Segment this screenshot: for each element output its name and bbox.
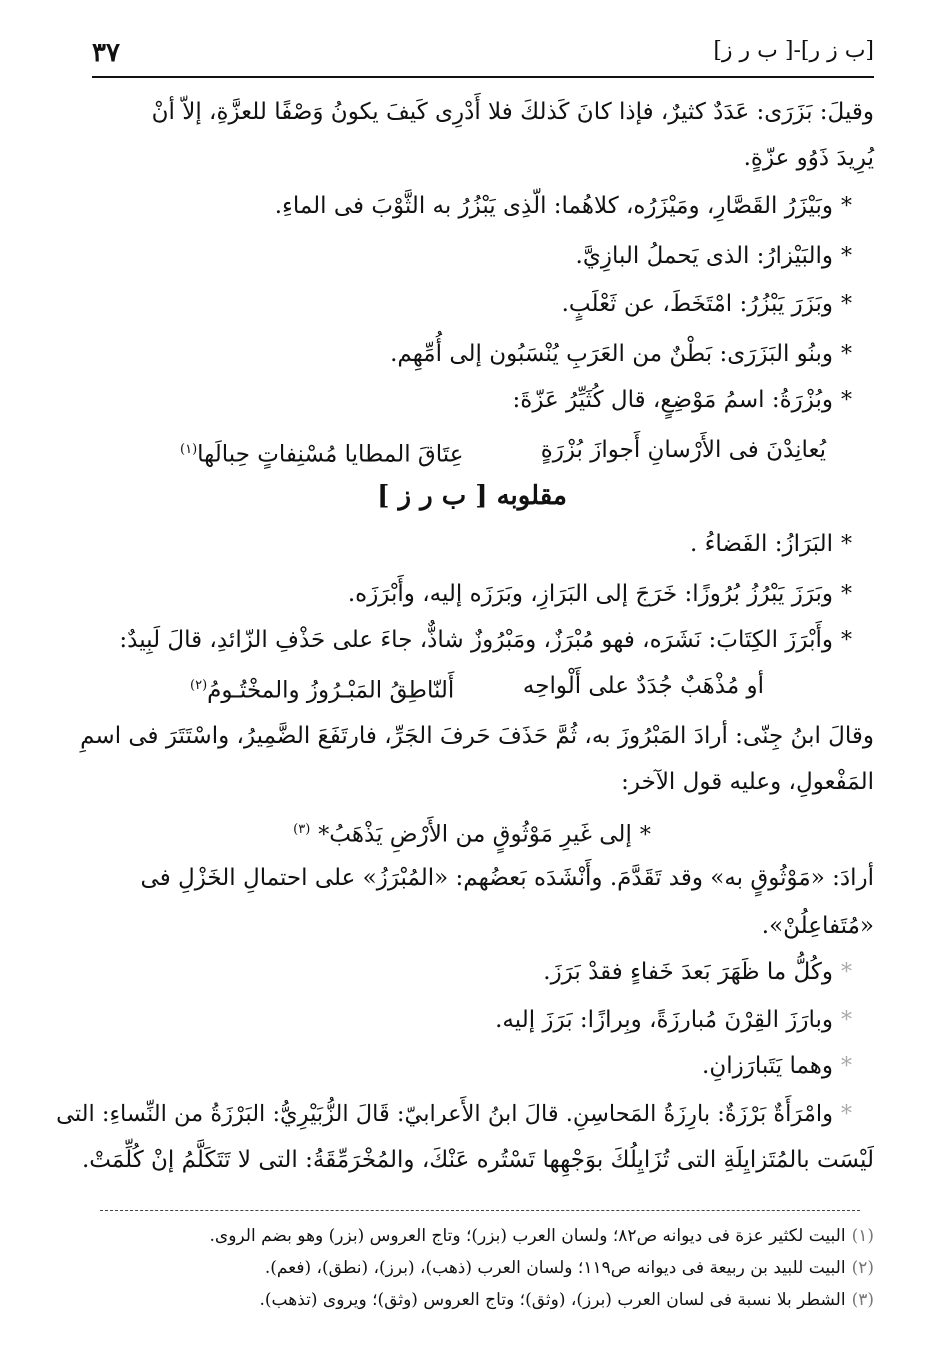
asterisk-marker: * xyxy=(841,388,852,413)
entry-text: وهما يَتَبارَزانِ. xyxy=(702,1053,833,1079)
entry-text: وبَرَزَ يَبْرُزُ بُرُوزًا: خَرَجَ إلى البَرَازِ، وبَرَزَه إليه، وأَبْرَزَه. xyxy=(347,581,833,607)
asterisk-marker: * xyxy=(318,822,330,848)
entry-line xyxy=(119,620,852,661)
asterisk-marker: * xyxy=(841,1054,852,1079)
asterisk-marker: * xyxy=(841,1008,852,1033)
entry-text: وبارَزَ القِرْنَ مُبارزَةً، وبِرازًا: بَرَزَ إليه. xyxy=(495,1007,833,1033)
asterisk-marker: * xyxy=(841,194,852,219)
asterisk-marker: * xyxy=(841,960,852,985)
entry-line xyxy=(390,334,852,375)
verse-second-hemistich xyxy=(190,666,454,711)
entry-text: وبَيْزَرُ القَصَّارِ، ومَيْزَرُه، كلاهُما: الّذِى يَبْزُرُ به الثَّوْبَ فى الماءِ. xyxy=(274,193,833,219)
text-line: وقالَ ابنُ جِنّى: أرادَ المَبْرُوزَ به، ثُمَّ حَذَفَ حَرفَ الجَرِّ، فارتَفَعَ الضَّمِيرُ، واسْتَتَرَ فى اسمِ xyxy=(80,723,874,749)
asterisk-marker: * xyxy=(841,1102,852,1127)
asterisk-marker: * xyxy=(841,292,852,317)
page-number: ٣٧ xyxy=(92,38,120,68)
text-line: أرادَ: «مَوْثُوقٍ به» وقد تَقَدَّمَ. وأَنْشَدَه بَعضُهم: «المُبْرَزُ» على احتمالِ الخَزْلِ فى xyxy=(140,865,874,891)
footnote-text: البيت للبيد بن ربيعة فى ديوانه ص١١٩؛ ولسان العرب (ذهب)، (برز)، (نطق)، (فعم). xyxy=(264,1258,846,1278)
verse-first-hemistich: أو مُذْهَبٌ جُدَدٌ على أَلْواحِه xyxy=(522,673,764,699)
footnote xyxy=(260,1286,874,1314)
asterisk-marker: * xyxy=(639,822,651,848)
text-line: يُرِيدَ ذَوُو عزّةٍ. xyxy=(743,145,874,171)
entry-line xyxy=(543,952,852,993)
root-range-header: [ب ز ر]-[ ب ر ز] xyxy=(713,38,874,63)
entry-line xyxy=(576,236,852,277)
text-line: «مُتَفاعِلُنْ». xyxy=(761,913,874,939)
entry-line xyxy=(690,524,852,565)
footnote-text: البيت لكثير عزة فى ديوانه ص٨٢؛ ولسان العرب (بزر)؛ وتاج العروس (بزر) وهو بضم الروى. xyxy=(209,1226,846,1246)
entry-text: وبَزَرَ يَبْزُرُ: امْتَخَطَ، عن ثَعْلَبٍ. xyxy=(561,291,833,317)
entry-text: وكُلُّ ما ظَهَرَ بَعدَ خَفاءٍ فقدْ بَرَزَ. xyxy=(543,959,833,985)
section-title: مقلوبه [ ب ر ز ] xyxy=(377,481,567,511)
entry-text: وأَبْرَزَ الكِتَابَ: نَشَرَه، فهو مُبْرَزٌ، ومَبْرُوزٌ شاذٌّ، جاءَ على حَذْفِ الزّائدِ، قالَ لَبِيدٌ: xyxy=(119,627,833,653)
header-rule xyxy=(92,76,874,78)
footnote-ref: (١) xyxy=(180,442,198,457)
entry-line xyxy=(702,1046,852,1087)
asterisk-marker: * xyxy=(841,342,852,367)
entry-line xyxy=(275,186,852,227)
entry-line xyxy=(56,1094,852,1135)
footnote-text: الشطر بلا نسبة فى لسان العرب (برز)، (وثق)؛ وتاج العروس (وثق)؛ ويروى (تذهب). xyxy=(259,1290,846,1310)
verse-text: عِتَاقَ المطايا مُسْنِفاتٍ حِبالَها xyxy=(197,441,464,468)
footnote xyxy=(209,1222,874,1250)
footnote-number: (٣) xyxy=(851,1290,874,1310)
entry-text: والبَيْزارُ: الذى يَحملُ البازِيَّ. xyxy=(575,243,833,269)
asterisk-marker: * xyxy=(841,582,852,607)
text-line: لَيْسَت بالمُتَزايِلَةِ التى تُزَايِلُكَ بوَجْهِها تَسْتُره عَنْكَ، والمُخْرَمِّقَةُ: التى لا تَتَكَلَّمُ إنْ كُلِّمَتْ. xyxy=(81,1147,874,1173)
text-line: وقيلَ: بَزَرَى: عَدَدٌ كثيرٌ، فإذا كانَ كَذلكَ فلا أَدْرِى كَيفَ يكونُ وَصْفًا للعزَّةِ، إلاّ أنْ xyxy=(151,99,874,125)
footnote-ref: (٢) xyxy=(190,678,208,693)
footnote-number: (٢) xyxy=(851,1258,874,1278)
asterisk-marker: * xyxy=(841,244,852,269)
entry-line xyxy=(348,574,852,615)
verse-text: أَلنّاطِقُ المَبْـرُوزُ والمخْتُـومُ xyxy=(207,677,455,704)
asterisk-marker: * xyxy=(841,532,852,557)
text-line: المَفْعولِ، وعليه قول الآخر: xyxy=(621,769,874,795)
footnote xyxy=(265,1254,874,1282)
footnote-number: (١) xyxy=(851,1226,874,1246)
verse-second-hemistich xyxy=(180,430,463,475)
asterisk-marker: * xyxy=(841,628,852,653)
entry-text: وامْرَأَةٌ بَرْزَةٌ: بارِزَةُ المَحاسِنِ. قالَ ابنُ الأَعرابيّ: قَالَ الزُّبَيْرِيُّ: البَرْزَةُ من النِّساءِ: التى xyxy=(56,1101,833,1127)
entry-line xyxy=(562,284,852,325)
page-header xyxy=(92,30,874,80)
footnote-ref: (٣) xyxy=(293,822,311,837)
footnote-rule xyxy=(100,1210,860,1211)
verse-text: إلى غَيرِ مَوْثُوقٍ من الأَرْضِ يَذْهَبُ xyxy=(329,821,632,848)
entry-line xyxy=(513,380,852,421)
verse-single xyxy=(0,810,944,856)
verse-first-hemistich: يُعانِدْنَ فى الأَرْسانِ أَجوازَ بُزْرَةٍ xyxy=(540,437,826,463)
entry-text: البَرَازُ: الفَضاءُ . xyxy=(689,531,833,557)
entry-line xyxy=(495,1000,852,1041)
entry-text: وبنُو البَزَرَى: بَطْنٌ من العَرَبِ يُنْسَبُون إلى أُمِّهِم. xyxy=(390,341,833,367)
entry-text: وبُزْرَةُ: اسمُ مَوْضِعٍ، قال كُثَيِّرُ عَزّةَ: xyxy=(512,387,833,413)
